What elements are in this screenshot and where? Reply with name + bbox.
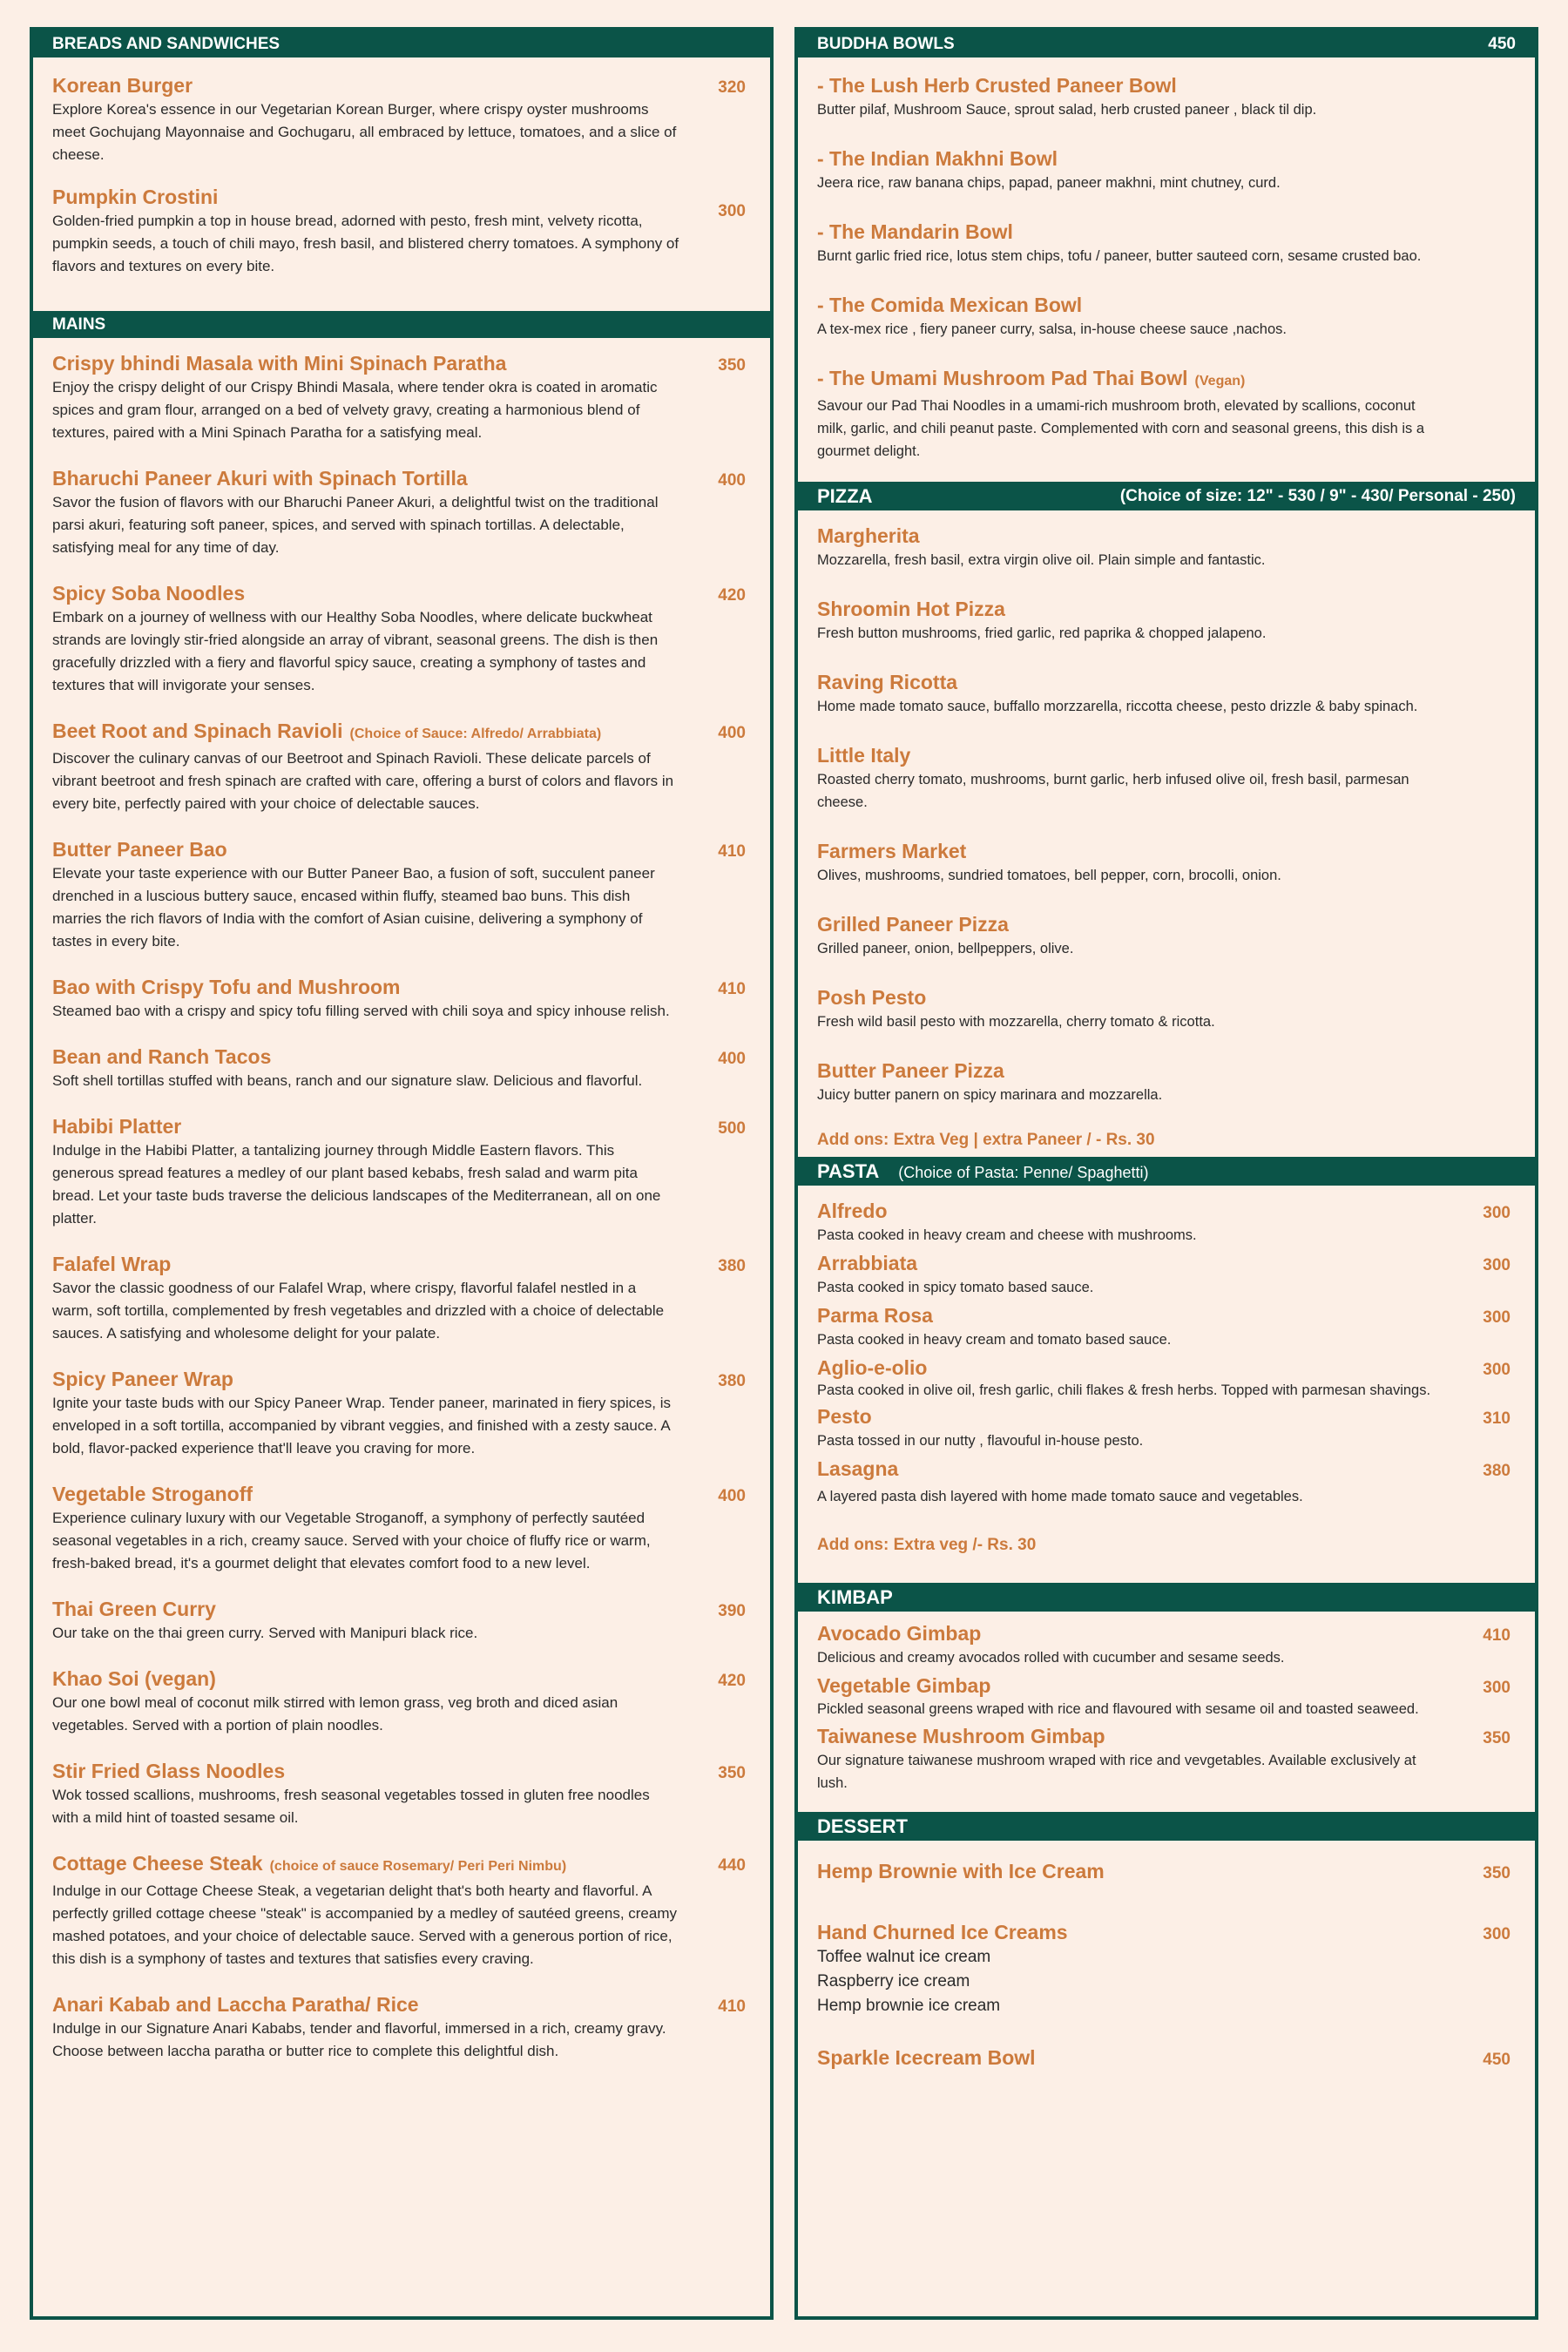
section-title: MAINS bbox=[52, 314, 106, 334]
menu-item bbox=[817, 1058, 1516, 1106]
item-price: 350 bbox=[718, 1764, 746, 1782]
item-price: 420 bbox=[718, 1672, 746, 1690]
item-name: - The Umami Mushroom Pad Thai Bowl (Vegan) bbox=[817, 367, 1246, 389]
item-name: Parma Rosa bbox=[817, 1304, 933, 1327]
section-header-breads bbox=[33, 30, 770, 57]
menu-item bbox=[817, 596, 1516, 645]
pizza-size-note: (Choice of size: 12" - 530 / 9" - 430/ Personal - 250) bbox=[1119, 486, 1516, 505]
item-description: Enjoy the crispy delight of our Crispy Bhindi Masala, where tender okra is coated in aromatic spices and gram flour, arranged on a bed of velvety gravy, creating a harmonious blend of textures, paired with a Mini Spinach Paratha for a satisfying meal. bbox=[52, 379, 658, 441]
item-description: Ignite your taste buds with our Spicy Paneer Wrap. Tender paneer, marinated in fiery spices, is enveloped in a soft tortilla, accompanied by vibrant veggies, and finished with a zesty sauce. A bold, flavor-packed experience that'll leave you craving for more. bbox=[52, 1395, 671, 1456]
item-description: Our signature taiwanese mushroom wraped with rice and vevgetables. Available exclusively at lush. bbox=[817, 1753, 1416, 1791]
item-name: Vegetable Stroganoff bbox=[52, 1483, 253, 1505]
item-description: Elevate your taste experience with our Butter Paneer Bao, a fusion of soft, succulent paneer drenched in a luscious buttery sauce, encased within fluffy, steamed bao buns. This dish marries the rich flavors of India with the comfort of Asian cuisine, delivering a symphony of tastes in every bite. bbox=[52, 865, 655, 950]
item-description: Golden-fried pumpkin a top in house bread, adorned with pesto, fresh mint, velvety ricotta, pumpkin seeds, a touch of chili mayo, fresh basil, and blistered cherry tomatoes. A symphony of flavors and textures on every bite. bbox=[52, 213, 679, 274]
menu-item bbox=[52, 184, 751, 278]
item-price: 300 bbox=[1483, 1679, 1511, 1697]
item-description: A tex-mex rice , fiery paneer curry, salsa, in-house cheese sauce ,nachos. bbox=[817, 321, 1287, 337]
item-name: - The Mandarin Bowl bbox=[817, 220, 1013, 243]
item-price: 380 bbox=[718, 1257, 746, 1275]
item-price: 440 bbox=[718, 1856, 746, 1875]
item-name: - The Indian Makhni Bowl bbox=[817, 147, 1058, 170]
item-description: Delicious and creamy avocados rolled with cucumber and sesame seeds. bbox=[817, 1650, 1285, 1666]
menu-item bbox=[52, 580, 751, 697]
item-price: 410 bbox=[718, 980, 746, 998]
breads-list bbox=[33, 72, 770, 278]
item-name: Lasagna bbox=[817, 1457, 899, 1480]
menu-item bbox=[817, 1919, 1516, 2018]
item-price: 400 bbox=[718, 471, 746, 490]
right-menu-column bbox=[794, 27, 1538, 2320]
item-description: Burnt garlic fried rice, lotus stem chips, tofu / paneer, butter sauteed corn, sesame crusted bao. bbox=[817, 248, 1422, 264]
item-description: Mozzarella, fresh basil, extra virgin olive oil. Plain simple and fantastic. bbox=[817, 552, 1266, 568]
item-description: Jeera rice, raw banana chips, papad, paneer makhni, mint chutney, curd. bbox=[817, 175, 1281, 191]
item-name: Habibi Platter bbox=[52, 1115, 182, 1138]
item-name: Beet Root and Spinach Ravioli (Choice of Sauce: Alfredo/ Arrabbiata) bbox=[52, 720, 602, 742]
item-name: Khao Soi (vegan) bbox=[52, 1667, 216, 1690]
item-description: Embark on a journey of wellness with our Healthy Soba Noodles, where delicate buckwheat strands are lovingly stir-fried alongside an array of vibrant, seasonal greens. The dish is then gracefully drizzled with a fiery and flavorful spicy sauce, creating a symphony of tastes and textures that will invigorate your senses. bbox=[52, 609, 659, 693]
item-description: Pasta cooked in olive oil, fresh garlic, chili flakes & fresh herbs. Topped with parmesan shavings. bbox=[817, 1382, 1431, 1398]
section-title: DESSERT bbox=[817, 1815, 908, 1837]
item-name: Crispy bhindi Masala with Mini Spinach Paratha bbox=[52, 352, 507, 375]
item-price: 300 bbox=[1483, 1256, 1511, 1274]
section-title: BUDDHA BOWLS bbox=[817, 34, 955, 53]
item-price: 350 bbox=[1483, 1864, 1511, 1882]
item-name: Margherita bbox=[817, 524, 920, 547]
menu-item bbox=[817, 145, 1516, 194]
menu-item bbox=[52, 1113, 751, 1230]
menu-item bbox=[52, 1596, 751, 1645]
item-price: 380 bbox=[1483, 1462, 1511, 1480]
menu-item bbox=[817, 1355, 1516, 1400]
menu-item bbox=[817, 1858, 1516, 1884]
menu-item bbox=[52, 1481, 751, 1575]
item-name: Hemp Brownie with Ice Cream bbox=[817, 1860, 1105, 1882]
menu-item bbox=[817, 1403, 1516, 1452]
menu-item bbox=[52, 465, 751, 559]
item-price: 400 bbox=[718, 1050, 746, 1068]
sauce-choice-note: (Choice of Sauce: Alfredo/ Arrabbiata) bbox=[349, 727, 602, 741]
item-description: Steamed bao with a crispy and spicy tofu filling served with chili soya and spicy inhouse relish. bbox=[52, 1003, 670, 1019]
item-name: Aglio-e-olio bbox=[817, 1356, 928, 1379]
item-name: Farmers Market bbox=[817, 840, 967, 862]
item-name: Hand Churned Ice Creams bbox=[817, 1921, 1068, 1943]
item-name: Bharuchi Paneer Akuri with Spinach Tortilla bbox=[52, 467, 468, 490]
item-name: Taiwanese Mushroom Gimbap bbox=[817, 1725, 1105, 1747]
item-price: 450 bbox=[1483, 2051, 1511, 2069]
item-name: Pesto bbox=[817, 1405, 872, 1428]
item-price: 350 bbox=[1483, 1729, 1511, 1747]
item-description: Our one bowl meal of coconut milk stirred with lemon grass, veg broth and diced asian vegetables. Served with a portion of plain noodles. bbox=[52, 1694, 618, 1734]
item-description: Discover the culinary canvas of our Beetroot and Spinach Ravioli. These delicate parcels of vibrant beetroot and fresh spinach are crafted with care, offering a burst of colors and flavors in every bite, perfectly paired with your choice of delectable sauces. bbox=[52, 750, 674, 812]
menu-item bbox=[817, 1250, 1516, 1299]
item-description: Soft shell tortillas stuffed with beans, ranch and our signature slaw. Delicious and flavorful. bbox=[52, 1072, 643, 1089]
section-header-pasta bbox=[798, 1157, 1535, 1186]
item-name: Grilled Paneer Pizza bbox=[817, 913, 1009, 936]
pizza-list bbox=[798, 523, 1535, 1150]
section-title: BREADS AND SANDWICHES bbox=[52, 34, 280, 53]
menu-item bbox=[52, 1666, 751, 1737]
menu-item bbox=[52, 1366, 751, 1460]
section-header-mains bbox=[33, 311, 770, 338]
pasta-list bbox=[798, 1198, 1535, 1555]
item-price: 320 bbox=[718, 78, 746, 97]
menu-item bbox=[817, 1198, 1516, 1247]
menu-item bbox=[817, 1456, 1516, 1508]
item-description: Butter pilaf, Mushroom Sauce, sprout salad, herb crusted paneer , black til dip. bbox=[817, 102, 1317, 118]
item-description: Home made tomato sauce, buffallo morzzarella, riccotta cheese, pesto drizzle & baby spinach. bbox=[817, 699, 1418, 714]
item-price: 400 bbox=[718, 1487, 746, 1505]
item-description: Wok tossed scallions, mushrooms, fresh seasonal vegetables tossed in gluten free noodles with a mild hint of toasted sesame oil. bbox=[52, 1787, 650, 1826]
item-name: Arrabbiata bbox=[817, 1252, 918, 1274]
item-description: Pasta tossed in our nutty , flavouful in-house pesto. bbox=[817, 1433, 1144, 1449]
item-price: 420 bbox=[718, 586, 746, 605]
menu-item bbox=[817, 669, 1516, 718]
menu-item bbox=[52, 1251, 751, 1345]
item-name: Bean and Ranch Tacos bbox=[52, 1045, 272, 1068]
menu-item bbox=[52, 836, 751, 953]
item-description: Fresh wild basil pesto with mozzarella, cherry tomato & ricotta. bbox=[817, 1014, 1215, 1030]
menu-item bbox=[817, 1723, 1516, 1794]
menu-item bbox=[817, 365, 1516, 463]
sauce-choice-note: (choice of sauce Rosemary/ Peri Peri Nimbu) bbox=[269, 1859, 567, 1874]
menu-item bbox=[817, 984, 1516, 1033]
menu-item bbox=[52, 718, 751, 815]
item-description: Pasta cooked in heavy cream and cheese with mushrooms. bbox=[817, 1227, 1197, 1243]
item-price: 400 bbox=[718, 724, 746, 742]
item-description: Savour our Pad Thai Noodles in a umami-rich mushroom broth, elevated by scallions, coconut milk, garlic, and chili peanut paste. Complemented with corn and seasonal greens, this dish is a gourmet delight. bbox=[817, 398, 1425, 459]
menu-item bbox=[817, 1302, 1516, 1351]
menu-item bbox=[817, 911, 1516, 960]
menu-item bbox=[817, 523, 1516, 571]
item-description: Experience culinary luxury with our Vegetable Stroganoff, a symphony of perfectly sautéed seasonal vegetables in a rich, creamy sauce. Served with your choice of fluffy rice or warm, fresh-baked bread, it's a gourmet delight that elevates comfort food to a new level. bbox=[52, 1510, 651, 1571]
item-price: 390 bbox=[718, 1602, 746, 1620]
section-header-buddha-bowls bbox=[798, 30, 1535, 57]
item-description: Grilled paneer, onion, bellpeppers, olive. bbox=[817, 941, 1074, 956]
item-description: Explore Korea's essence in our Vegetarian Korean Burger, where crispy oyster mushrooms meet Gochujang Mayonnaise and Gochugaru, all embraced by lettuce, tomatoes, and a slice of cheese. bbox=[52, 101, 677, 163]
menu-item bbox=[817, 219, 1516, 267]
section-title: PASTA bbox=[817, 1159, 880, 1182]
item-description: Pasta cooked in spicy tomato based sauce. bbox=[817, 1280, 1094, 1295]
item-price: 410 bbox=[1483, 1626, 1511, 1645]
item-name: Anari Kabab and Laccha Paratha/ Rice bbox=[52, 1993, 419, 2016]
item-name: Bao with Crispy Tofu and Mushroom bbox=[52, 976, 401, 998]
item-description: Roasted cherry tomato, mushrooms, burnt garlic, herb infused olive oil, fresh basil, parmesan cheese. bbox=[817, 772, 1409, 810]
item-price: 300 bbox=[1483, 1308, 1511, 1327]
item-price: 500 bbox=[718, 1119, 746, 1138]
item-name: Butter Paneer Bao bbox=[52, 838, 227, 861]
menu-item bbox=[817, 1673, 1516, 1720]
item-name: Butter Paneer Pizza bbox=[817, 1059, 1004, 1082]
ice-cream-flavour: Raspberry ice cream bbox=[817, 1972, 970, 1990]
item-name: Thai Green Curry bbox=[52, 1598, 216, 1620]
menu-item bbox=[52, 72, 751, 166]
item-description: Pasta cooked in heavy cream and tomato based sauce. bbox=[817, 1332, 1172, 1348]
buddha-bowls-list bbox=[798, 72, 1535, 463]
item-name: Alfredo bbox=[817, 1200, 888, 1222]
item-name: Korean Burger bbox=[52, 74, 193, 97]
item-price: 300 bbox=[718, 202, 746, 220]
item-price: 410 bbox=[718, 842, 746, 861]
left-menu-column bbox=[30, 27, 774, 2320]
pizza-addon-note: Add ons: Extra Veg | extra Paneer / - Rs. 30 bbox=[817, 1131, 1155, 1149]
item-name: Sparkle Icecream Bowl bbox=[817, 2046, 1036, 2069]
menu-item bbox=[817, 838, 1516, 887]
item-name: Raving Ricotta bbox=[817, 671, 958, 693]
item-description: Fresh button mushrooms, fried garlic, red paprika & chopped jalapeno. bbox=[817, 625, 1267, 641]
item-description: Indulge in our Cottage Cheese Steak, a vegetarian delight that's both hearty and flavorful. A perfectly grilled cottage cheese "steak" is accompanied by a medley of sautéed greens, creamy mashed potatoes, and your choice of delectable sauce. Served with a generous portion of rice, this dish is a symphony of tastes and textures that satisfies every craving. bbox=[52, 1882, 678, 1967]
dessert-list bbox=[798, 1858, 1535, 2071]
item-price: 300 bbox=[1483, 1925, 1511, 1943]
item-name: Spicy Soba Noodles bbox=[52, 582, 246, 605]
item-name: Vegetable Gimbap bbox=[817, 1674, 991, 1697]
menu-item bbox=[52, 1850, 751, 1970]
item-price: 310 bbox=[1483, 1409, 1511, 1428]
item-description: Juicy butter panern on spicy marinara and mozzarella. bbox=[817, 1087, 1163, 1103]
item-name: Falafel Wrap bbox=[52, 1253, 172, 1275]
item-description: A layered pasta dish layered with home made tomato sauce and vegetables. bbox=[817, 1489, 1303, 1504]
section-title: KIMBAP bbox=[817, 1585, 893, 1608]
item-description: Savor the fusion of flavors with our Bharuchi Paneer Akuri, a delightful twist on the traditional parsi akuri, featuring soft paneer, spices, and served with spinach tortillas. A delectable, satisfying meal for any time of day. bbox=[52, 494, 659, 556]
item-name: - The Comida Mexican Bowl bbox=[817, 294, 1083, 316]
item-price: 410 bbox=[718, 1997, 746, 2016]
section-header-dessert bbox=[798, 1812, 1535, 1841]
item-description: Our take on the thai green curry. Served with Manipuri black rice. bbox=[52, 1625, 478, 1641]
mains-list bbox=[33, 350, 770, 2063]
item-description: Indulge in the Habibi Platter, a tantalizing journey through Middle Eastern flavors. This generous spread features a medley of our plant based kebabs, fresh salad and warm pita bread. Let your taste buds traverse the delicious landscapes of the Mediterranean, all on one platter. bbox=[52, 1142, 661, 1227]
menu-item bbox=[817, 72, 1516, 121]
item-name: - The Lush Herb Crusted Paneer Bowl bbox=[817, 74, 1177, 97]
pasta-addon-note: Add ons: Extra veg /- Rs. 30 bbox=[817, 1536, 1037, 1554]
menu-item bbox=[52, 1991, 751, 2063]
item-name: Little Italy bbox=[817, 744, 911, 767]
item-name: Shroomin Hot Pizza bbox=[817, 598, 1005, 620]
item-name: Posh Pesto bbox=[817, 986, 927, 1009]
menu-item bbox=[52, 350, 751, 444]
menu-item bbox=[817, 742, 1516, 814]
menu-item bbox=[817, 1620, 1516, 1669]
ice-cream-flavour: Toffee walnut ice cream bbox=[817, 1948, 991, 1966]
bowls-price: 450 bbox=[1488, 34, 1516, 53]
menu-item bbox=[52, 1758, 751, 1829]
item-price: 380 bbox=[718, 1372, 746, 1390]
item-name: Avocado Gimbap bbox=[817, 1622, 982, 1645]
item-description: Indulge in our Signature Anari Kababs, tender and flavorful, immersed in a rich, creamy gravy. Choose between laccha paratha or butter rice to complete this delightful dish. bbox=[52, 2020, 666, 2059]
item-name: Stir Fried Glass Noodles bbox=[52, 1760, 286, 1782]
pasta-choice-note: (Choice of Pasta: Penne/ Spaghetti) bbox=[898, 1163, 1149, 1181]
item-name: Cottage Cheese Steak (choice of sauce Rosemary/ Peri Peri Nimbu) bbox=[52, 1852, 567, 1875]
section-header-kimbap bbox=[798, 1583, 1535, 1612]
menu-item bbox=[817, 2044, 1516, 2071]
ice-cream-flavour: Hemp brownie ice cream bbox=[817, 1997, 1001, 2015]
item-price: 300 bbox=[1483, 1204, 1511, 1222]
menu-item bbox=[52, 1044, 751, 1092]
menu-item bbox=[52, 974, 751, 1023]
item-name: Spicy Paneer Wrap bbox=[52, 1368, 233, 1390]
item-description: Pickled seasonal greens wraped with rice and flavoured with sesame oil and toasted seaweed. bbox=[817, 1701, 1419, 1717]
item-price: 300 bbox=[1483, 1361, 1511, 1379]
section-title: PIZZA bbox=[817, 484, 873, 507]
item-price: 350 bbox=[718, 356, 746, 375]
section-header-pizza bbox=[798, 482, 1535, 510]
item-description: Olives, mushrooms, sundried tomatoes, bell pepper, corn, brocolli, onion. bbox=[817, 868, 1281, 883]
item-description: Savor the classic goodness of our Falafel Wrap, where crispy, flavorful falafel nestled in a warm, soft tortilla, complemented by fresh vegetables and drizzled with a choice of delectable sauces. A satisfying and wholesome delight for your palate. bbox=[52, 1280, 665, 1342]
kimbap-list bbox=[798, 1620, 1535, 1794]
menu-item bbox=[817, 292, 1516, 341]
item-name: Pumpkin Crostini bbox=[52, 186, 219, 208]
vegan-note: (Vegan) bbox=[1194, 374, 1246, 389]
